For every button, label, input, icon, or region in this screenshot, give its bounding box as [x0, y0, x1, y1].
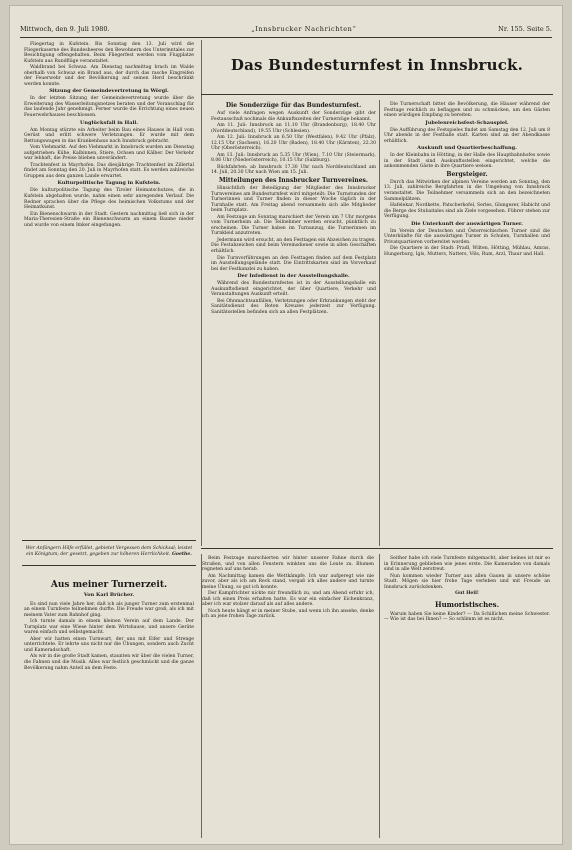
article-paragraph: Am Montag stürzte ein Arbeiter beim Bau eines Hauses in Hall vom Gerüst und erlitt schwere Verletzungen. Er wurde mit dem Rettungswagen in das Krankenhaus nach Innsbruck gebracht. [24, 127, 194, 144]
article-paragraph: Die Turnvorführungen an den Festtagen finden auf dem Festplatz im Ausstellungsgelände statt. Die Eintrittskarten sind im Vorverkauf bei der Festkanzlei zu haben. [211, 255, 376, 272]
article-paragraph: Die Turnerschaft bittet die Bevölkerung, die Häuser während der Festtage reichlich zu beflaggen und zu schmücken, um den Gästen einen würdigen Empfang zu bereiten. [384, 102, 550, 119]
article-paragraph: Ich turnte damals in einem kleinen Verein auf dem Lande. Der Turnplatz war eine Wiese hinter dem Wirtshause, und unsere Geräte waren einfach und selbstgemacht. [24, 619, 194, 636]
page-headline: Das Bundesturnfest in Innsbruck. [230, 56, 524, 74]
column-rule-2 [379, 100, 380, 546]
article-paragraph: Die Quartiere in der Stadt: Pradl, Wilten, Hötting, Mühlau, Amras, Hungerburg, Igls, Mutters, Natters, Völs, Rum, Arzl, Thaur und Hall. [384, 246, 550, 257]
newspaper-page [10, 6, 562, 844]
article-heading: Der Infodienst in der Ausstellungshalle. [237, 273, 350, 280]
article-closing: Gut Heil! [455, 591, 479, 597]
column-rule-4 [379, 554, 380, 838]
column-local-news [24, 42, 194, 229]
article-paragraph: Als wir in die große Stadt kamen, staunten wir über die vielen Turner, die Fahnen und die Musik. Alles war festlich geschmückt und die ganze Bevölkerung nahm Anteil an dem Feste. [24, 654, 194, 671]
column-rule-1 [201, 40, 202, 546]
article-heading: Jubelenreichsfest-Schauspiel. [425, 119, 509, 126]
article-heading: Auskunft und Quartierbeschaffung. [417, 145, 517, 152]
article-paragraph: Seither habe ich viele Turnfeste mitgemacht, aber keines ist mir so in Erinnerung geblieben wie jenes erste. Die Kameraden von damals sind in alle Welt zerstreut. [384, 556, 550, 573]
article-paragraph: Durch das Mitwirken der alpinen Vereine werden am Sonntag, den 13. Juli, zahlreiche Bergfahrten in die Umgebung von Innsbruck veranstaltet. Die Teilnehmer versammeln sich an den bezeichneten Sammelplätzen. [384, 179, 550, 202]
article-paragraph: Fliegertag in Kufstein. Bis Sonntag den 13. Juli wird die Fliegerkaserne des Bundesheeres den Bewohnern des Unterinntales zur Besichtigung offengehalten. Beim Fliegerfest werden vom Flugplatze Kufstein aus Rundflüge veranstaltet. [24, 42, 194, 64]
article-paragraph: Ein Bienenschwarm in der Stadt. Gestern nachmittag ließ sich in der Maria-Theresien-Straße ein Bienenschwarm an einem Baume nieder und wurde von einem Imker eingefangen. [24, 211, 194, 228]
article-paragraph: Es sind nun viele Jahre her, daß ich als junger Turner zum erstenmal an einem Turnfeste teilnehmen durfte. Die Freude war groß, als ich mit meinem Vater zum Bahnhof ging. [24, 601, 194, 618]
article-paragraph: Hafelekar, Nordkette, Patscherkofel, Serles, Glungezer, Habicht und die Berge des Stubaitales sind als Ziele vorgesehen. Führer stehen zur Verfügung. [384, 203, 550, 220]
article-paragraph: In der letzten Sitzung der Gemeindevertretung wurde über die Erweiterung des Wasserleitungsnetzes beraten und der Voranschlag für das laufende Jahr genehmigt. Ferner wurde die Errichtung eines neuen Feuerwehrhauses beschlossen. [24, 96, 194, 119]
motto [24, 546, 194, 557]
masthead-paper: „Innsbrucker Nachrichten“ [251, 25, 357, 33]
motto-author: Goethe. [171, 551, 192, 557]
article-heading: Sitzung der Gemeindevertretung in Wörgl. [49, 88, 169, 95]
article-paragraph: Jedermann wird ersucht, an den Festtagen ein Abzeichen zu tragen. Die Festabzeichen sind beim Vereinsdiener sowie in allen Geschäften erhältlich. [211, 237, 377, 255]
feature-author: Von Karl Brücher. [83, 592, 135, 598]
article-paragraph: Auf viele Anfragen wegen Auskunft der Sonderzüge gibt der Festausschuß nochmals die Ankunftszeiten der Turnerzüge bekannt. [211, 111, 376, 122]
article-paragraph: Aber wir hatten einen Turnwart, der uns mit Eifer und Strenge unterrichtete. Er lehrte uns nicht nur die Übungen, sondern auch Zucht und Kameradschaft. [24, 636, 194, 653]
article-paragraph: Am 13. Juli: Innsbruck an 5.35 Uhr (Wien), 7.10 Uhr (Steiermark), 8.06 Uhr (Niederösterreich), 10.15 Uhr (Salzburg). [211, 152, 376, 164]
article-paragraph: In der Kleinbahn in Hötting, in der Halle des Hauptbahnhofes sowie in der Stadt sind Auskunftsstellen eingerichtet, welche die ankommenden Gäste in ihre Quartiere weisen. [384, 153, 550, 170]
article-paragraph: Am Festzuge am Sonntag marschiert der Verein um 7 Uhr morgens vom Turnerheim ab. Die Teilnehmer werden ersucht, pünktlich zu erscheinen. Die Turner haben im Turnanzug, die Turnerinnen im Turnkleid anzutreten. [211, 214, 376, 237]
column-festival-info [384, 102, 550, 258]
article-heading: Kulturpolitische Tagung in Kufstein. [57, 180, 161, 187]
article-paragraph: Hinsichtlich der Beteiligung der Mitglieder des Innsbrucker Turnvereines am Bundesturnfest wird mitgeteilt: Die Turnstunden der Turnerinnen und Turner finden in dieser Woche täglich in der Turnhalle statt. Am Freitag abend versammeln sich alle Mitglieder beim Turnplatz. [211, 186, 376, 214]
article-paragraph: Bei Ohnmachtsanfällen, Verletzungen oder Erkrankungen steht der Sanitätsdienst des Roten Kreuzes jederzeit zur Verfügung. Sanitätsstellen befinden sich an allen Festplätzen. [211, 298, 376, 315]
article-paragraph: Am Nachmittag kamen die Wettkämpfe. Ich war aufgeregt wie nie zuvor, aber als ich am Reck stand, vergaß ich alles andere und turnte meine Übung, so gut ich konnte. [202, 573, 374, 590]
masthead-rule [20, 37, 552, 38]
masthead-date: Mittwoch, den 9. Juli 1980. [20, 25, 110, 33]
article-paragraph: Noch heute hängt er in meiner Stube, und wenn ich ihn ansehe, denke ich an jene frohen Tage zurück. [202, 608, 374, 620]
article-paragraph: Waldbrand bei Schwaz. Am Dienstag nachmittag brach im Walde oberhalb von Schwaz ein Brand aus, der durch das rasche Eingreifen der Feuerwehr und der Bevölkerung auf seinen Herd beschränkt werden konnte. [24, 65, 194, 87]
article-heading: Die Sonderzüge für das Bundesturnfest. [225, 102, 362, 109]
article-paragraph: Der Kampfrichter nickte mir freundlich zu, und am Abend erfuhr ich, daß ich einen Preis erhalten hatte. Es war ein einfacher Eichenkranz, aber ich war stolzer darauf als auf alles andere. [202, 591, 374, 608]
lower-section-rule [201, 548, 553, 549]
article-heading: Die Unterkunft der auswärtigen Turner. [411, 220, 523, 227]
article-paragraph: Am 11. Juli: Innsbruck an 11.10 Uhr (Brandenburg), 18.40 Uhr (Norddeutschland), 19.55 Uhr (Schlesien). [211, 123, 376, 134]
column-train-schedule [211, 102, 376, 317]
article-paragraph: Beim Festzuge marschierten wir hinter unserer Fahne durch die Straßen, und von allen Fenstern winkten uns die Leute zu. Blumen regneten auf uns herab. [202, 556, 374, 573]
feature-title: Aus meiner Turnerzeit. [50, 580, 168, 590]
article-paragraph: Warum haben Sie keine Kinder? — Da Schillichen meine Schwester. — Wie ist das bei Ihnen? — So schlimm ist es nicht. [384, 611, 550, 623]
article-heading: Mitteilungen des Innsbrucker Turnvereines. [218, 177, 369, 185]
article-paragraph: Die kulturpolitische Tagung des Tiroler Heimatschutzes, die in Kufstein abgehalten wurde, nahm einen sehr anregenden Verlauf. Die Redner sprachen über die Pflege des heimischen Volkstums und der Heimatkunst. [24, 188, 194, 211]
article-paragraph: Trachtenfest in Mayrhofen. Das diesjährige Trachtenfest im Zillertal findet am Sonntag den 20. Juli in Mayrhofen statt. Es werden zahlreiche Gruppen aus dem ganzen Lande erwartet. [24, 162, 194, 179]
article-paragraph: Rückfahrten: ab Innsbruck 17.30 Uhr nach Norddeutschland am 14. Juli, 20.30 Uhr nach Wien am 15. Juli. [211, 164, 376, 176]
masthead [20, 22, 552, 36]
article-heading: Bergsteiger. [446, 170, 488, 178]
article-paragraph: Die Aufführung des Festspieles findet am Samstag den 12. Juli um 8 Uhr abends in der Festhalle statt. Karten sind an der Abendkasse erhältlich. [384, 127, 550, 144]
column-feature-continued [202, 556, 374, 621]
column-feature-end [384, 556, 550, 624]
article-heading: Unglücksfall in Hall. [79, 119, 139, 126]
headline-rule [201, 94, 553, 95]
article-paragraph: Vom Viehmarkt. Auf den Viehmarkt in Innsbruck wurden am Dienstag aufgetrieben: Kühe, Kalbinnen, Stiere, Ochsen und Kälber. Der Verkehr war lebhaft, die Preise blieben unverändert. [24, 145, 194, 162]
article-paragraph: Während des Bundesturnfestes ist in der Ausstellungshalle ein Auskunftsdienst eingerichtet, der über Quartiere, Verkehr und Veranstaltungen Auskunft erteilt. [211, 281, 376, 298]
column-feature-story [24, 578, 194, 672]
article-paragraph: Nun kommen wieder Turner aus allen Gauen in unsere schöne Stadt. Mögen sie hier frohe Tage verleben und mit Freude an Innsbruck zurückdenken. [384, 573, 550, 590]
motto-text: Wer Anfängern Hilfe erfüllet, gebietet Vergessen dem Schicksal; leistet ein Königtum; der gesetzt, gegeben zur höheren Herrlichkeit. [25, 546, 193, 557]
article-paragraph: Im Verein der Deutschen und Österreichischen Turner sind die Unterkünfte für die auswärtigen Turner in Schulen, Turnhallen und Privatquartieren vorbereitet worden. [384, 228, 550, 245]
masthead-issue: Nr. 155. Seite 5. [498, 25, 552, 33]
humor-heading: Humoristisches. [434, 599, 500, 609]
article-paragraph: Am 12. Juli: Innsbruck an 6.50 Uhr (Westfalen), 9.42 Uhr (Pfalz), 12.15 Uhr (Sachsen), 16.20 Uhr (Baden), 18.40 Uhr (Kärnten), 22.30 Uhr (Oberösterreich). [211, 135, 376, 152]
